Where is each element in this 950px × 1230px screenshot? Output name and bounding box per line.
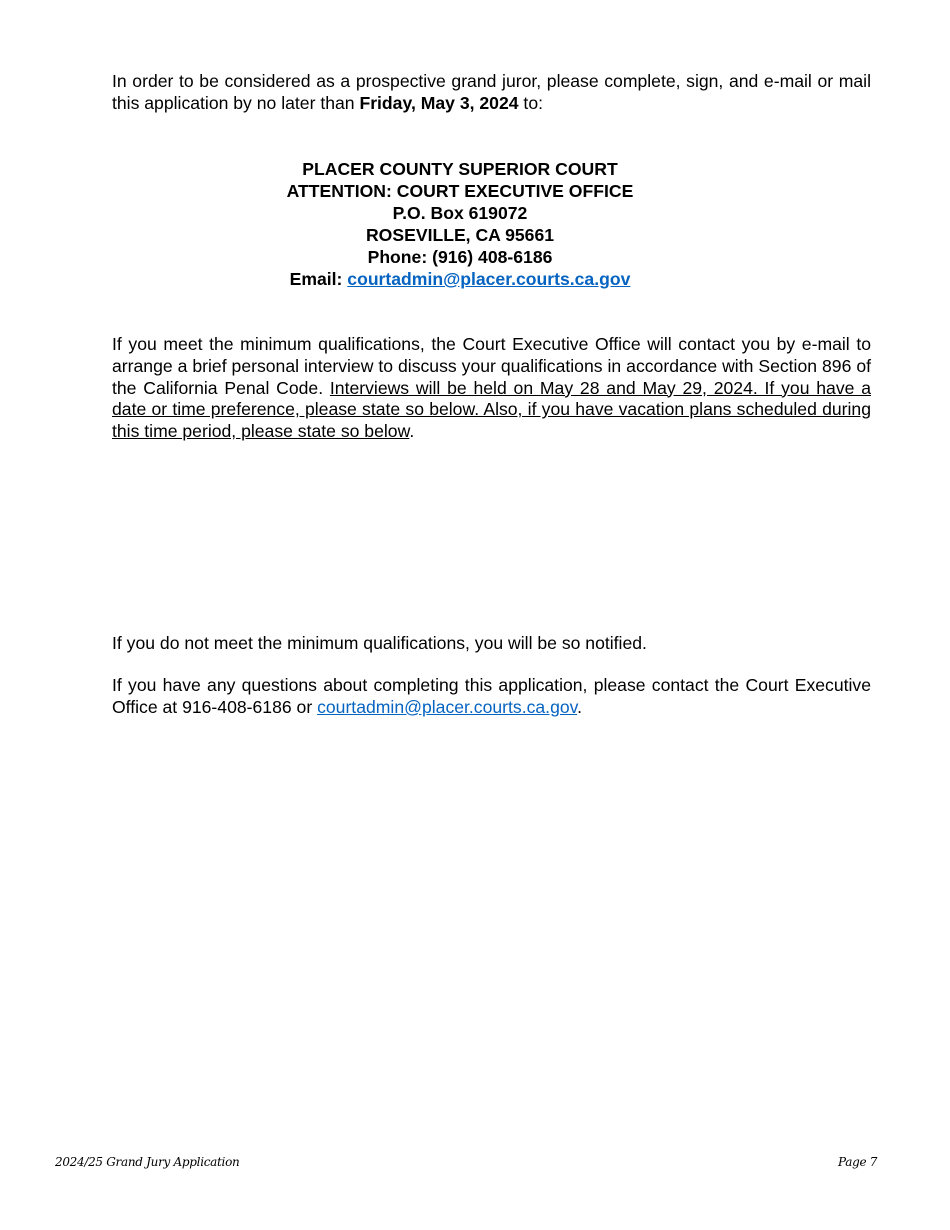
address-line-1: PLACER COUNTY SUPERIOR COURT [302, 159, 618, 179]
questions-paragraph [112, 675, 871, 719]
qualifications-text: If you meet the minimum qualifications, the Court Executive Office will contact you by e-mail to arrange a brief personal interview to discuss your qualifications in accordance with Section 896 of the California Penal Code. [112, 334, 871, 398]
intro-paragraph [112, 71, 871, 115]
questions-end: . [577, 696, 583, 717]
questions-email-link[interactable]: courtadmin@placer.courts.ca.gov [317, 696, 578, 717]
address-phone: Phone: (916) 408-6186 [367, 247, 553, 267]
qualifications-end: . [409, 421, 415, 442]
questions-text: If you have any questions about completing this application, please contact the Court Executive Office at 916-408-6186 or [112, 675, 871, 717]
email-label: Email: [289, 269, 348, 289]
intro-text: In order to be considered as a prospective grand juror, please complete, sign, and e-mail or mail this application by no later than [112, 71, 871, 113]
intro-text-end: to: [518, 92, 543, 113]
interview-dates-note: Interviews will be held on May 28 and May 29, 2024. If you have a date or time preference, please state so below. Also, if you have vacation plans scheduled during this time period, please state so below [112, 377, 871, 442]
address-line-3: P.O. Box 619072 [392, 203, 528, 223]
deadline: Friday, May 3, 2024 [359, 92, 519, 113]
footer-page-number: Page 7 [838, 1155, 878, 1169]
footer-title: 2024/25 Grand Jury Application [55, 1155, 240, 1169]
not-qualified-paragraph: If you do not meet the minimum qualifications, you will be so notified. [112, 633, 647, 653]
address-line-2: ATTENTION: COURT EXECUTIVE OFFICE [286, 181, 634, 201]
qualifications-paragraph [112, 334, 871, 443]
email-link[interactable]: courtadmin@placer.courts.ca.gov [347, 269, 631, 289]
address-line-4: ROSEVILLE, CA 95661 [365, 225, 555, 245]
court-address-block [112, 159, 808, 291]
address-email-line [112, 269, 808, 291]
